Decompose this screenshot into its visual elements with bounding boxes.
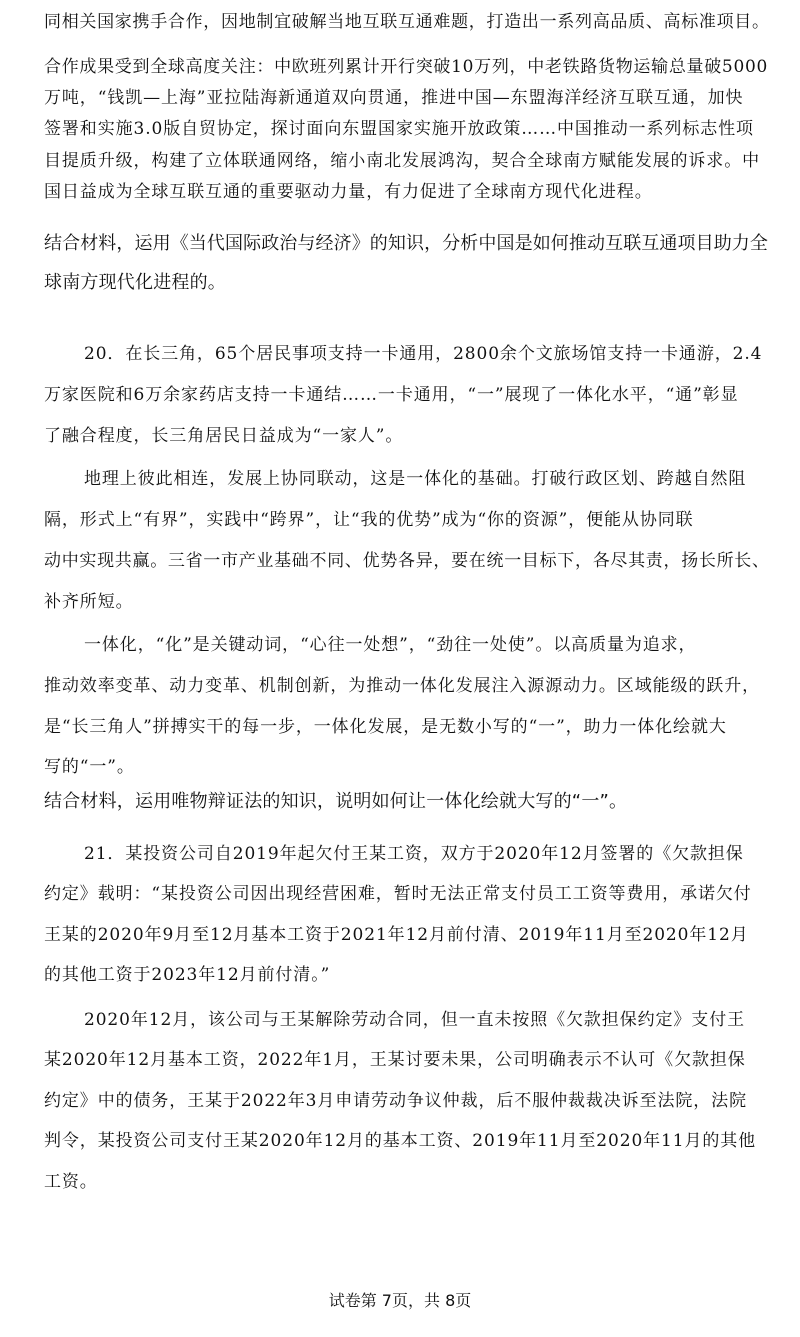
text-line: 的其他工资于2023年12月前付清。”: [44, 965, 331, 985]
text-line: 约定》载明：“某投资公司因出现经营困难，暂时无法正常支付员工工资等费用，承诺欠付: [44, 884, 752, 904]
text-line: 隔，形式上“有界”，实践中“跨界”，让“我的优势”成为“你的资源”，便能从协同联: [44, 510, 694, 530]
text-line: 万家医院和6万余家药店支持一卡通结……一卡通用，“一”展现了一体化水平，“通”彰显: [44, 385, 739, 405]
text-line: 工资。: [44, 1172, 98, 1192]
text-line: 合作成果受到全球高度关注：中欧班列累计开行突破10万列，中老铁路货物运输总量破5000: [44, 57, 768, 77]
text-line: 21．某投资公司自2019年起欠付王某工资，双方于2020年12月签署的《欠款担保: [84, 844, 744, 864]
text-line: 推动效率变革、动力变革、机制创新，为推动一体化发展注入源源动力。区域能级的跃升，: [44, 676, 760, 696]
text-line: 国日益成为全球互联互通的重要驱动力量，有力促进了全球南方现代化进程。: [44, 182, 653, 202]
text-line: 约定》中的债务，王某于2022年3月申请劳动争议仲裁，后不服仲裁裁决诉至法院，法院: [44, 1091, 747, 1111]
question-line: 结合材料，运用唯物辩证法的知识，说明如何让一体化绘就大写的“一”。: [44, 791, 628, 812]
text-line: 写的“一”。: [44, 757, 135, 777]
text-line: 20．在长三角，65个居民事项支持一卡通用，2800余个文旅场馆支持一卡通游，2.4: [84, 344, 763, 364]
text-line: 判令，某投资公司支付王某2020年12月的基本工资、2019年11月至2020年11月的其他: [44, 1131, 757, 1151]
text-line: 某2020年12月基本工资，2022年1月，王某讨要未果，公司明确表示不认可《欠款担保: [44, 1050, 746, 1070]
question-line: 结合材料，运用《当代国际政治与经济》的知识，分析中国是如何推动互联互通项目助力全: [44, 233, 768, 254]
text-line: 是“长三角人”拼搏实干的每一步，一体化发展，是无数小写的“一”，助力一体化绘就大: [44, 717, 727, 737]
text-line: 王某的2020年9月至12月基本工资于2021年12月前付清、2019年11月至2020年12月: [44, 925, 749, 945]
text-line: 地理上彼此相连，发展上协同联动，这是一体化的基础。打破行政区划、跨越自然阻: [84, 469, 747, 489]
text-line: 补齐所短。: [44, 592, 134, 612]
page-footer: 试卷第 7页，共 8页: [328, 1291, 472, 1310]
text-line: 同相关国家携手合作，因地制宜破解当地互联互通难题，打造出一系列高品质、高标准项目。: [44, 12, 770, 32]
text-line: 2020年12月，该公司与王某解除劳动合同，但一直未按照《欠款担保约定》支付王: [84, 1010, 745, 1030]
question-line: 球南方现代化进程的。: [44, 272, 226, 293]
text-line: 了融合程度，长三角居民日益成为“一家人”。: [44, 426, 404, 446]
text-line: 一体化，“化”是关键动词，“心往一处想”，“劲往一处使”。以高质量为追求，: [84, 635, 697, 655]
text-line: 动中实现共赢。三省一市产业基础不同、优势各异，要在统一目标下，各尽其责，扬长所长、: [44, 551, 770, 571]
text-line: 万吨，“钱凯—上海”亚拉陆海新通道双向贯通，推进中国—东盟海洋经济互联互通，加快: [44, 88, 744, 108]
text-line: 签署和实施3.0版自贸协定，探讨面向东盟国家实施开放政策……中国推动一系列标志性项: [44, 119, 754, 139]
text-line: 目提质升级，构建了立体联通网络，缩小南北发展鸿沟，契合全球南方赋能发展的诉求。中: [44, 151, 760, 171]
